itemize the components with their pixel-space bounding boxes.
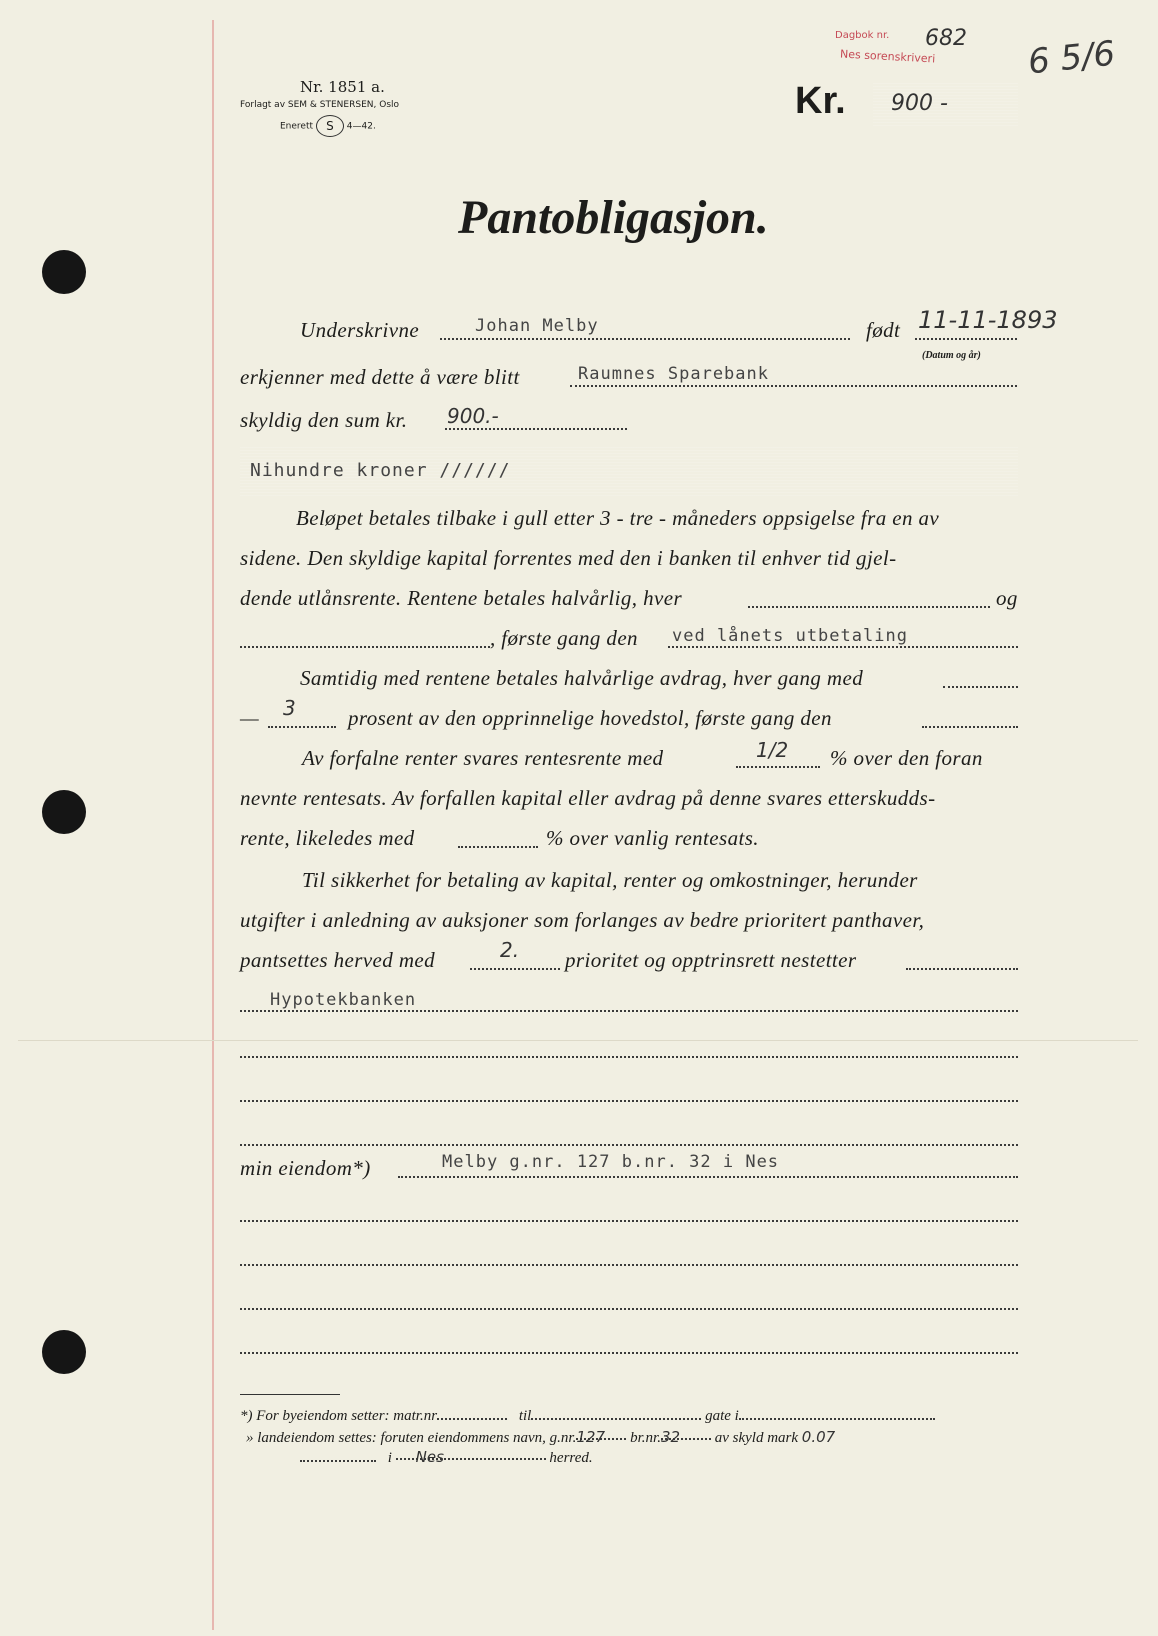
p3-line3: rente, likeledes med	[240, 826, 415, 850]
p1-line3-og: og	[996, 586, 1018, 610]
dotted-line	[748, 590, 990, 608]
p4-line3b: prioritet og opptrinsrett nestetter	[565, 948, 857, 972]
dotted-line	[906, 952, 1018, 970]
underskrivne-label: Underskrivne	[300, 318, 420, 342]
kr-amount-box	[873, 83, 1018, 126]
sum-words-box	[240, 446, 1018, 496]
punch-hole-icon	[42, 250, 86, 294]
p3-line1: Av forfalne renter svares rentesrente med	[302, 746, 664, 770]
creditor-value: Raumnes Sparebank	[578, 364, 769, 384]
p4-line2: utgifter i anledning av auksjoner som forlanges av bedre prioritert panthaver,	[240, 908, 925, 932]
fodt-value: 11-11-1893	[918, 306, 1058, 334]
dotted-line	[240, 1248, 1018, 1266]
publisher-line1: Forlagt av SEM & STENERSEN, Oslo	[240, 100, 400, 110]
first-payment-value: ved lånets utbetaling	[672, 626, 908, 646]
eiendom-value: Melby g.nr. 127 b.nr. 32 i Nes	[442, 1152, 780, 1172]
sum-label: skyldig den sum kr.	[240, 408, 408, 432]
dotted-line	[240, 1128, 1018, 1146]
stamp-number: 682	[925, 26, 967, 51]
dotted-line	[268, 710, 336, 728]
underskrivne-value: Johan Melby	[475, 316, 599, 336]
p3-line2: nevnte rentesats. Av forfallen kapital eller avdrag på denne svares etterskudds-	[240, 786, 936, 810]
stamp-line1: Dagbok nr.	[835, 30, 890, 41]
fodt-note: (Datum og år)	[922, 350, 981, 361]
p4-line3: pantsettes herved med	[240, 948, 436, 972]
footnote-line3: i Nes herred.	[300, 1448, 593, 1467]
dotted-line	[458, 830, 538, 848]
dotted-line	[943, 670, 1018, 688]
dotted-line	[240, 1336, 1018, 1354]
footnote-rule	[240, 1394, 340, 1395]
erkjenner-label: erkjenner med dette å være blitt	[240, 365, 520, 389]
p1-line2: sidene. Den skyldige kapital forrentes med den i banken til enhver tid gjel-	[240, 546, 897, 570]
kr-label: Kr.	[795, 80, 846, 122]
punch-hole-icon	[42, 1330, 86, 1374]
p2-prefix: —	[240, 706, 260, 730]
punch-hole-icon	[42, 790, 86, 834]
dotted-line	[240, 1292, 1018, 1310]
p3-line3b: % over vanlig rentesats.	[546, 826, 759, 850]
sum-value: 900.-	[447, 404, 499, 428]
p3-line1b: % over den foran	[830, 746, 983, 770]
form-number: Nr. 1851 a.	[300, 78, 385, 96]
kr-amount: 900 -	[891, 91, 948, 116]
p2-line1: Samtidig med rentene betales halvårlige avdrag, hver gang med	[300, 666, 864, 690]
footnote-line1: *) For byeiendom setter: matr.nr til gate i	[240, 1408, 935, 1425]
dotted-line	[922, 710, 1018, 728]
p1-line1: Beløpet betales tilbake i gull etter 3 - tre - måneders oppsigelse fra en av	[296, 506, 940, 530]
publisher-line2: Enerett S 4—42.	[280, 115, 376, 137]
margin-line	[212, 20, 214, 1630]
dotted-line	[240, 1084, 1018, 1102]
footnote-line2: » landeiendom settes: foruten eiendommens navn, g.nr.127 br.nr.32 av skyld mark 0.07	[246, 1428, 836, 1446]
sum-words: Nihundre kroner //////	[250, 460, 511, 481]
priority-value: 2.	[500, 938, 520, 962]
stamp-line2: Nes sorenskriveri	[839, 47, 936, 66]
p1-line4: , første gang den	[490, 626, 638, 650]
p2-line2: prosent av den opprinnelige hovedstol, første gang den	[348, 706, 832, 730]
publisher-logo-icon: S	[316, 115, 344, 137]
percent-value: 3	[283, 696, 296, 720]
dotted-line	[240, 1204, 1018, 1222]
prior-lender-value: Hypotekbanken	[270, 990, 417, 1010]
page-title: Pantobligasjon.	[458, 191, 769, 244]
fodt-label: født	[866, 318, 901, 342]
stamp-handwritten: 6 5/6	[1026, 33, 1118, 83]
p1-line3: dende utlånsrente. Rentene betales halvårlig, hver	[240, 586, 683, 610]
eiendom-label: min eiendom*)	[240, 1156, 371, 1180]
rentesrente-value: 1/2	[756, 738, 789, 762]
p4-line1: Til sikkerhet for betaling av kapital, renter og omkostninger, herunder	[302, 868, 918, 892]
dotted-line	[240, 1040, 1018, 1058]
dotted-line	[240, 630, 490, 648]
